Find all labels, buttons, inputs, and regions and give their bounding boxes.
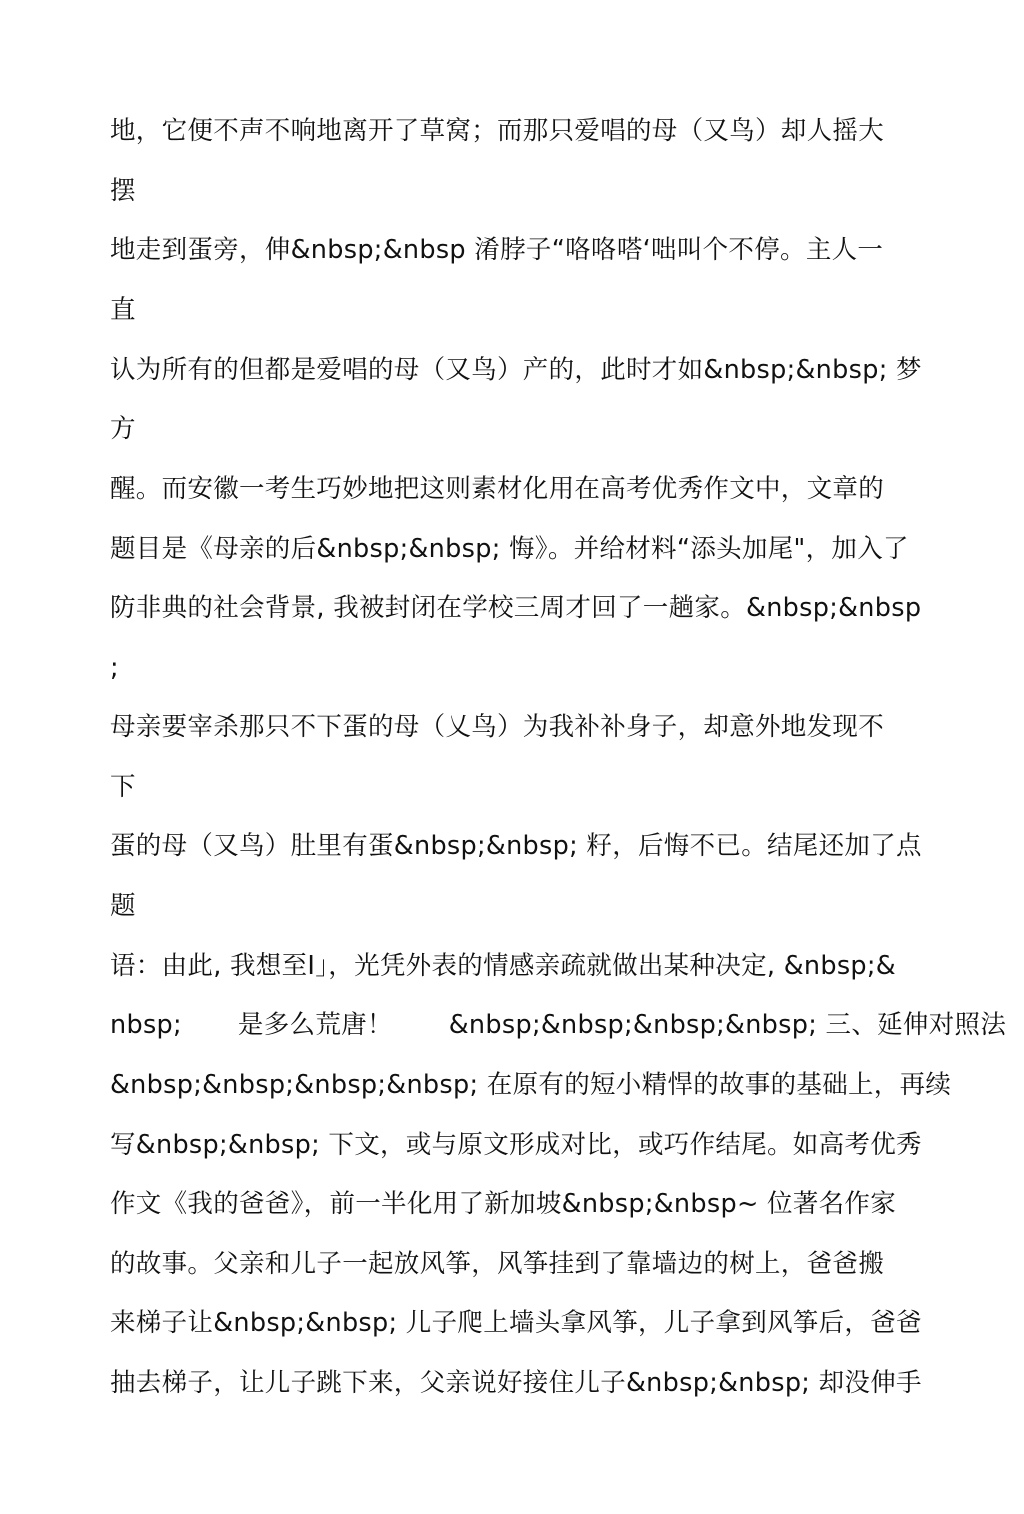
- text-line: 来梯子让&nbsp;&nbsp; 儿子爬上墙头拿风筝，儿子拿到风筝后，爸爸: [110, 1308, 922, 1338]
- text-line: 摆: [110, 176, 136, 206]
- text-line: 方: [110, 414, 136, 444]
- text-line: 防非典的社会背景, 我被封闭在学校三周才回了一趟家。&nbsp;&nbsp: [110, 593, 922, 623]
- text-line: 认为所有的但都是爱唱的母（又鸟）产的，此时才如&nbsp;&nbsp; 梦: [110, 355, 922, 385]
- text-line: 语：由此, 我想至I」，光凭外表的情感亲疏就做出某种决定, &nbsp;&: [110, 951, 896, 981]
- text-line: ;: [110, 653, 119, 683]
- text-segment: 是多么荒唐！: [237, 1010, 393, 1040]
- text-line: 直: [110, 295, 136, 325]
- text-line: 母亲要宰杀那只不下蛋的母（乂鸟）为我补补身子，却意外地发现不: [110, 712, 885, 742]
- text-line: &nbsp;&nbsp;&nbsp;&nbsp; 在原有的短小精悍的故事的基础上，再续: [110, 1070, 952, 1100]
- text-line: 的故事。父亲和儿子一起放风筝，风筝挂到了靠墙边的树上，爸爸搬: [110, 1249, 885, 1279]
- text-segment: nbsp;: [110, 1010, 182, 1040]
- text-line: 蛋的母（又鸟）肚里有蛋&nbsp;&nbsp; 籽，后悔不已。结尾还加了点: [110, 831, 922, 861]
- text-line: 醒。而安徽一考生巧妙地把这则素材化用在高考优秀作文中，文章的: [110, 474, 885, 504]
- text-line: 作文《我的爸爸》，前一半化用了新加坡&nbsp;&nbsp~ 位著名作家: [110, 1189, 897, 1219]
- text-line: 地，它便不声不响地离开了草窝；而那只爱唱的母（又鸟）却人摇大: [110, 116, 885, 146]
- text-line: 写&nbsp;&nbsp; 下文，或与原文形成对比，或巧作结尾。如高考优秀: [110, 1130, 922, 1160]
- text-line: 下: [110, 772, 136, 802]
- text-segment: &nbsp;&nbsp;&nbsp;&nbsp; 三、延伸对照法: [448, 1010, 1007, 1040]
- text-line: 题目是《母亲的后&nbsp;&nbsp; 悔》。并给材料“添头加尾"，加入了: [110, 534, 909, 564]
- text-line: 地走到蛋旁，伸&nbsp;&nbsp 淆脖子“咯咯嗒‘咄叫个不停。主人一: [110, 235, 884, 265]
- text-line: 题: [110, 891, 136, 921]
- text-line: 抽去梯子，让儿子跳下来，父亲说好接住儿子&nbsp;&nbsp; 却没伸手: [110, 1368, 922, 1398]
- text-line-split: [110, 1007, 1007, 1043]
